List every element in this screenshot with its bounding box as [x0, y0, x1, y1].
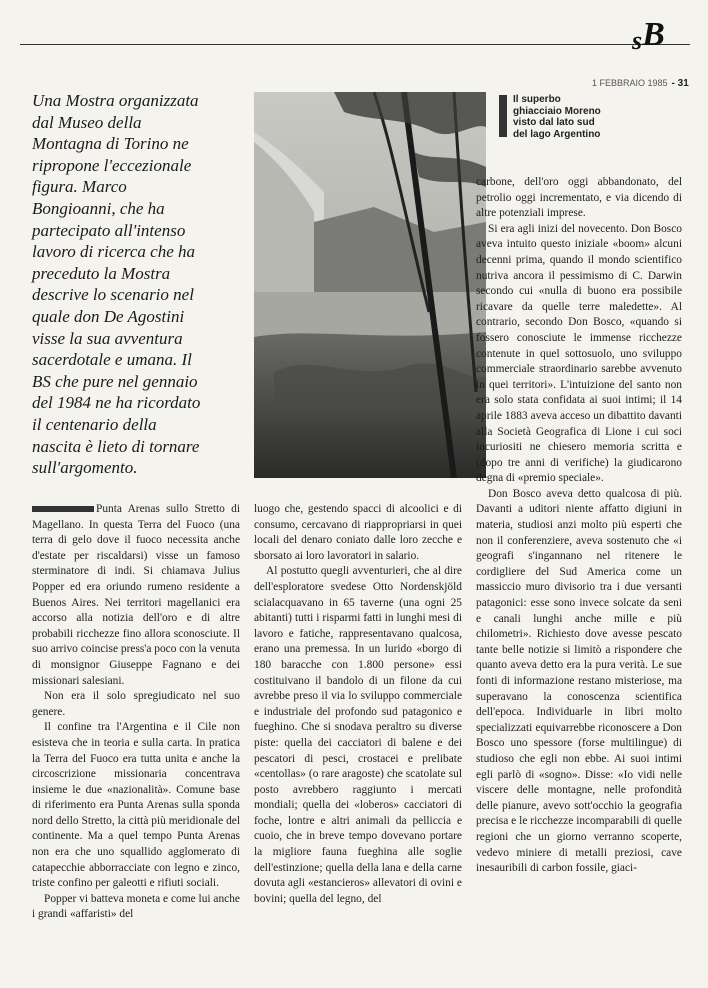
- page-number: - 31: [671, 78, 689, 89]
- body-column-2: [254, 502, 462, 907]
- paragraph: Popper vi batteva moneta e come lui anche i grandi «affaristi» del: [32, 892, 240, 921]
- header-rule: [20, 44, 690, 45]
- paragraph: carbone, dell'oro oggi abbandonato, del petrolio oggi incrementato, e via dicendo di altre potenziali imprese.: [476, 176, 682, 220]
- paragraph: Punta Arenas sullo Stretto di Magellano. In questa Terra del Fuoco (una terra di gelo dove il fuoco necessita anche d'estate per riscaldarsi) visse un famoso sterminatore di indi. Si chiamava Julius Popper ed era oriundo rumeno residente a Buenos Aires. Nei territori magellanici era accorso alla notizia dell'oro e di altre probabili ricchezze fino allora sconosciute. Il suo arrivo coincise press'a poco con la venuta di monsignor Giuseppe Fagnano e dei missionari salesiani.: [32, 503, 240, 687]
- paragraph: Il confine tra l'Argentina e il Cile non esisteva che in teoria e sulla carta. In pratica la Terra del Fuoco era tutta unita e anche la circoscrizione missionaria concentrava insieme le due «nazionalità». Comune base di riferimento era Punta Arenas sulla sponda nord dello Stretto, la città più meridionale del continente. Ma a quel tempo Punta Arenas non era che uno squallido agglomerato di catapecchie abborracciate con legno e zinco, triste confino per galeotti e rifiuti sociali.: [32, 721, 240, 890]
- issue-date: 1 FEBBRAIO 1985: [592, 78, 668, 88]
- paragraph: Al postutto quegli avventurieri, che al dire dell'esploratore svedese Otto Nordenskjöld scialacquavano in 65 taverne (una ogni 25 abitanti) tutti i risparmi fatti in lunghi mesi di lavoro e fatiche, rappresentavano qualcosa, erano una premessa. In un lurido «borgo di 180 baracche con 1.800 persone» essi costituivano il bandolo di un filone da cui avrebbe preso il via lo sviluppo commerciale e industriale del profondo sud patagonico e fueghino. Che si snodava peraltro su diverse piste: quella dei cacciatori di balene e dei pescatori di pesci, crostacei e prelibate «centollas» (o rare aragoste) che scatolate sul posto avrebbero raggiunto i mercati mondiali; quella dei «loberos» cacciatori di foche, lontre e altri animali da pelliccia e cuoio, che in breve tempo dovevano portare la migliore fauna fueghina alle soglie dell'estinzione; quella della lana e della carne dovuta agli «estancieros» allevatori di ovini e bovini; quella del legno, del: [254, 565, 462, 905]
- bs-logo: sB: [632, 16, 665, 55]
- glacier-photo: [254, 92, 486, 478]
- body-column-1: [32, 502, 240, 923]
- intro-standfirst: Una Mostra organizzata dal Museo della Montagna di Torino ne ripropone l'eccezionale figura. Marco Bongioanni, che ha partecipato all'intenso lavoro di ricerca che ha preceduto la Mostra descrive lo scenario nel quale don De Agostini visse la sua avventura sacerdotale e umana. Il BS che pure nel gennaio del 1984 ne ha ricordato il centenario della nascita è lieto di tornare sull'argomento.: [32, 91, 201, 478]
- paragraph: Si era agli inizi del novecento. Don Bosco aveva intuito questo iniziale «boom» alcuni decenni prima, quando il mondo scientifico nutriva ancora il pessimismo di C. Darwin secondo cui «nulla di buono era possibile ricavare da quelle terre maledette». Al contrario, secondo Don Bosco, «quando si fossero conosciute le immense ricchezze contenute in quel sottosuolo, uno sviluppo commerciale straordinario sarebbe avvenuto in quei territori». L'intuizione del santo non era solo stata confidata ai suoi intimi; il 14 aprile 1883 aveva acceso un dibattito davanti alla Società Geografica di Lione i cui soci incuriositi ne chiesero memoria scritta e (dopo tre anni di verifiche) la giudicarono degna di «premio speciale».: [476, 222, 682, 485]
- paragraph: Don Bosco aveva detto qualcosa di più. Davanti a uditori niente affatto digiuni in materia, studiosi anzi molto più esperti che non il conferenziere, aveva sostenuto che «i geografi s'ingannano nel ritenere le cordigliere del Sud America come un massiccio muro divisorio tra i due versanti patagonici: esse sono invece solcate da seni e canali lunghi anche mille e più chilometri». Richiesto dove avesse pescato tante belle notizie si limitò a rispondere che quanto aveva detto era la pura verità. Le sue fonti di informazione restano misteriose, ma superavano la conoscenza scientifica dell'epoca. Individuarle in libri molto specializzati equivarrebbe riconoscere a Don Bosco uno spessore (forse multilingue) di studioso che egli non ebbe. Ai suoi intimi egli parlò di «sogno». Disse: «Io vidi nelle viscere delle montagne, nelle profondità delle pianure, avevo sott'occhio la geografia precisa e le ricchezze incomparabili di quelle regioni che un giorno verranno scoperte, vedevo miniere di metalli preziosi, cave inesauribili di carbon fossile, giaci-: [476, 487, 682, 875]
- page-folio: [592, 78, 689, 89]
- caption-marker: [499, 95, 507, 137]
- paragraph: luogo che, gestendo spacci di alcoolici e di consumo, cercavano di riappropriarsi in quei locali del denaro coniato dalle loro zecche e sborsato ai loro lavoratori in salario.: [254, 503, 462, 562]
- body-column-3: [476, 175, 682, 877]
- paragraph: Non era il solo spregiudicato nel suo genere.: [32, 690, 240, 718]
- photo-caption: Il superbo ghiacciaio Moreno visto dal lato sud del lago Argentino: [513, 94, 601, 140]
- lead-bar: [32, 506, 94, 512]
